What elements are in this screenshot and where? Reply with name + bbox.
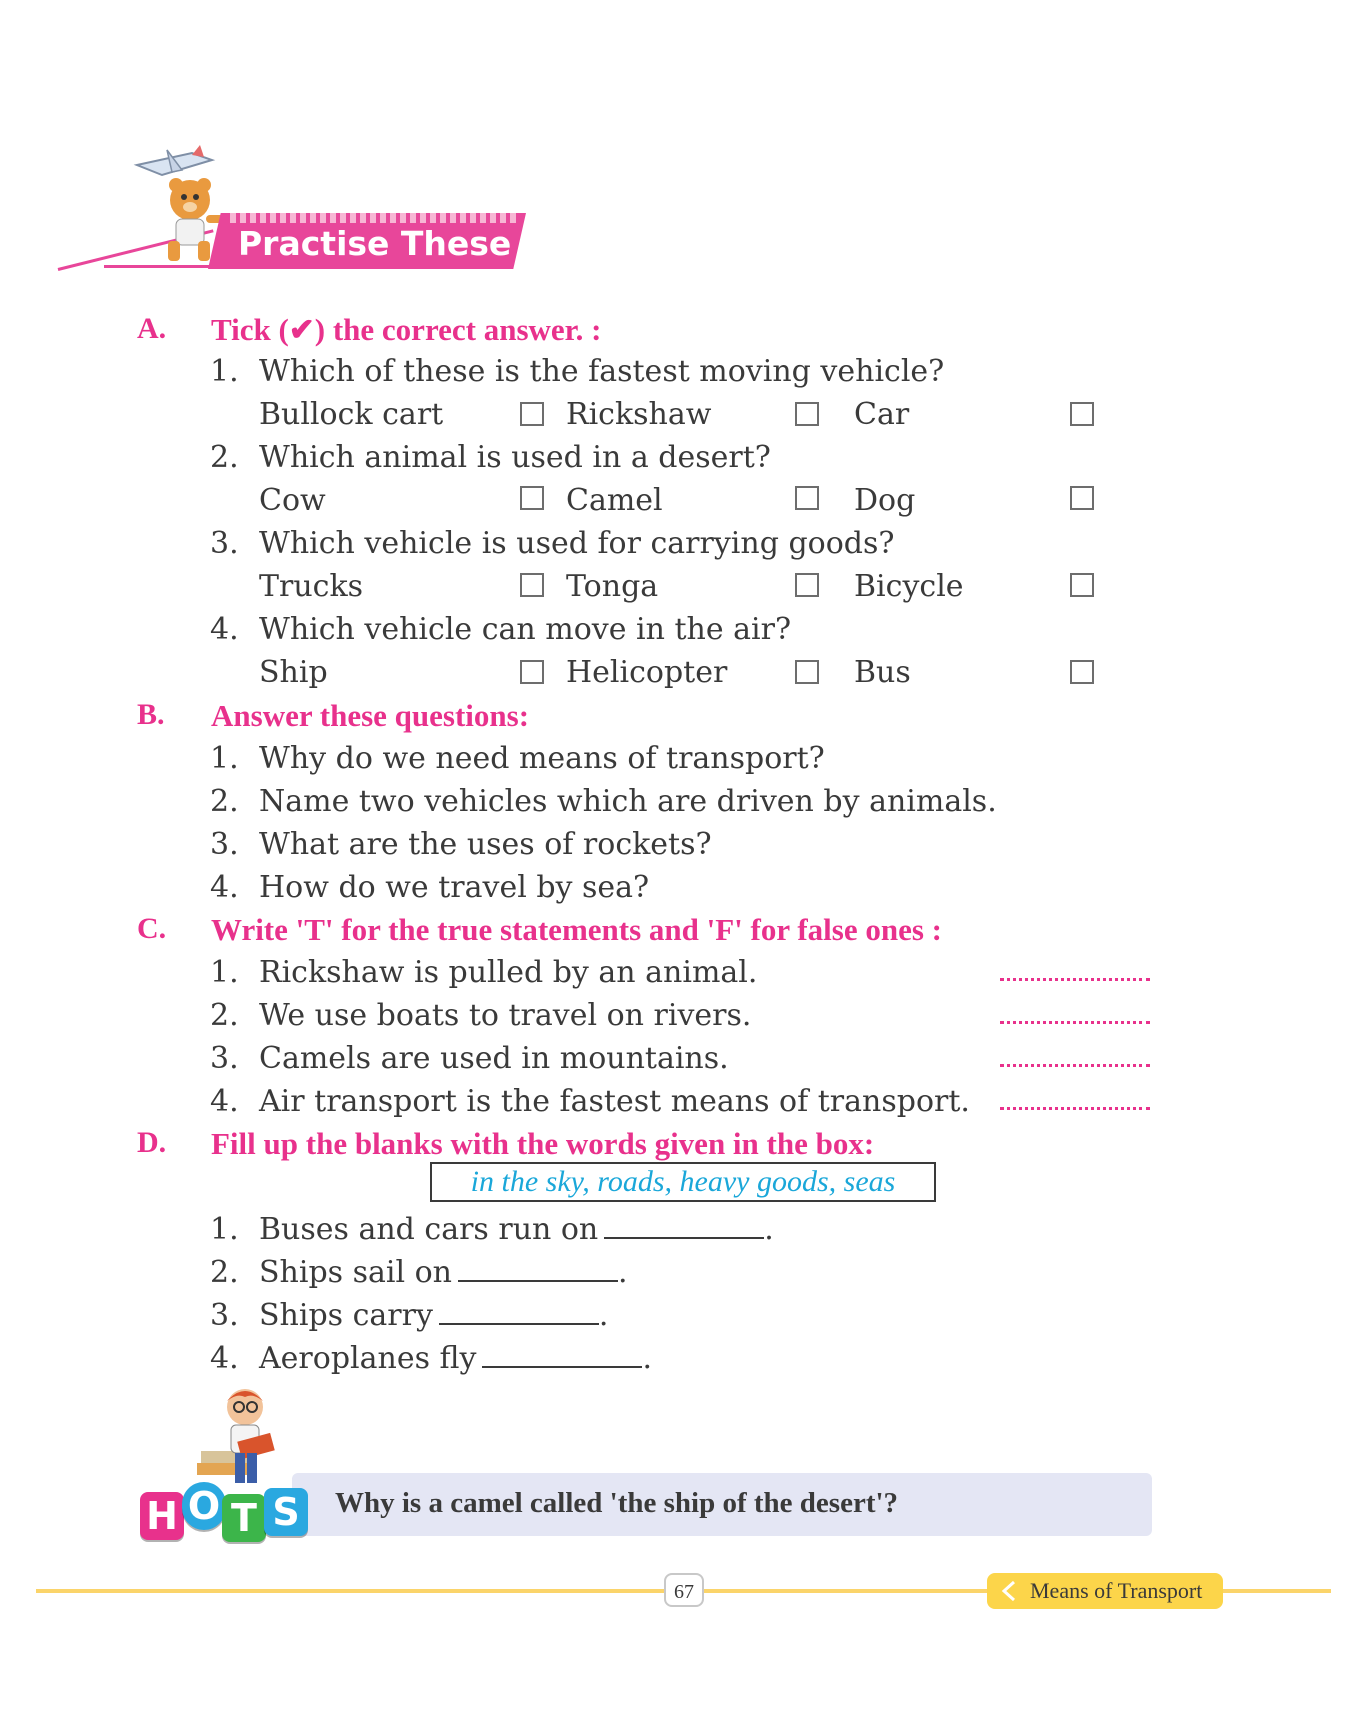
option-label: Ship [259, 655, 328, 690]
option-label: Bullock cart [259, 397, 444, 432]
question-number: 1. [210, 354, 239, 389]
hots-letter-s: S [264, 1488, 308, 1536]
question-number: 3. [210, 827, 239, 862]
question-number: 2. [210, 440, 239, 475]
item-period: . [764, 1212, 774, 1247]
chevron-left-icon [1000, 1580, 1018, 1602]
item-period: . [642, 1341, 653, 1376]
question-number: 4. [210, 612, 239, 647]
answer-blank-dotted[interactable] [1000, 1107, 1150, 1110]
boy-reading-icon [195, 1385, 285, 1495]
answer-checkbox[interactable] [1070, 660, 1094, 684]
chapter-title: Means of Transport [1030, 1578, 1203, 1603]
option-label: Bicycle [854, 569, 964, 604]
question-text: What are the uses of rockets? [259, 827, 712, 862]
question-text: Why do we need means of transport? [259, 741, 825, 776]
fill-item [259, 1298, 608, 1333]
statement-number: 2. [210, 998, 239, 1033]
hots-letter-o: O [182, 1482, 226, 1530]
answer-checkbox[interactable] [1070, 402, 1094, 426]
question-text: Which animal is used in a desert? [259, 440, 771, 475]
answer-blank-dotted[interactable] [1000, 1064, 1150, 1067]
question-text: Which vehicle can move in the air? [259, 612, 792, 647]
item-text: Ships carry [259, 1298, 433, 1333]
option-label: Trucks [259, 569, 364, 604]
option-label: Helicopter [566, 655, 728, 690]
answer-checkbox[interactable] [520, 486, 544, 510]
fill-blank[interactable] [604, 1236, 764, 1239]
fill-blank[interactable] [458, 1279, 618, 1282]
answer-checkbox[interactable] [795, 573, 819, 597]
statement-text: Rickshaw is pulled by an animal. [259, 955, 758, 990]
answer-blank-dotted[interactable] [1000, 1021, 1150, 1024]
question-number: 2. [210, 784, 239, 819]
section-b-title: Answer these questions: [211, 698, 530, 733]
section-d-letter: D. [137, 1126, 167, 1159]
section-d-title: Fill up the blanks with the words given in the box: [211, 1126, 875, 1161]
item-period: . [618, 1255, 628, 1290]
fill-blank[interactable] [482, 1365, 642, 1368]
option-label: Tonga [566, 569, 659, 604]
question-text: Which vehicle is used for carrying goods? [259, 526, 895, 561]
section-b-letter: B. [137, 698, 165, 731]
answer-checkbox[interactable] [795, 486, 819, 510]
statement-number: 1. [210, 955, 239, 990]
question-text: Name two vehicles which are driven by animals. [259, 784, 997, 819]
fill-item [259, 1212, 774, 1247]
item-number: 2. [210, 1255, 239, 1290]
item-period: . [598, 1298, 609, 1333]
item-number: 4. [210, 1341, 239, 1376]
word-box: in the sky, roads, heavy goods, seas [430, 1162, 936, 1202]
statement-text: Camels are used in mountains. [259, 1041, 729, 1076]
statement-text: Air transport is the fastest means of transport. [259, 1084, 970, 1119]
answer-checkbox[interactable] [1070, 486, 1094, 510]
option-label: Dog [854, 483, 916, 518]
hots-letter-h: H [140, 1492, 184, 1540]
option-label: Car [854, 397, 910, 432]
option-label: Cow [259, 483, 326, 518]
section-c-title: Write 'T' for the true statements and 'F' for false ones : [211, 912, 942, 947]
answer-blank-dotted[interactable] [1000, 978, 1150, 981]
answer-checkbox[interactable] [520, 573, 544, 597]
page-number: 67 [664, 1573, 704, 1607]
header-accent-line-2 [104, 265, 224, 268]
question-number: 1. [210, 741, 239, 776]
question-number: 4. [210, 870, 239, 905]
item-text: Aeroplanes fly [259, 1341, 477, 1376]
option-label: Camel [566, 483, 663, 518]
fill-blank[interactable] [439, 1322, 599, 1325]
section-a-letter: A. [137, 312, 167, 345]
answer-checkbox[interactable] [520, 660, 544, 684]
question-number: 3. [210, 526, 239, 561]
section-a-title: Tick (✔) the correct answer. : [211, 312, 602, 347]
answer-checkbox[interactable] [795, 660, 819, 684]
fill-item [259, 1255, 628, 1290]
statement-number: 4. [210, 1084, 239, 1119]
hots-question: Why is a camel called 'the ship of the desert'? [335, 1487, 899, 1519]
hots-letter-t: T [222, 1494, 266, 1542]
question-text: Which of these is the fastest moving vehicle? [259, 354, 945, 389]
fill-item [259, 1341, 652, 1376]
item-text: Buses and cars run on [259, 1212, 599, 1247]
item-number: 3. [210, 1298, 239, 1333]
banner-lace [230, 213, 520, 223]
question-text: How do we travel by sea? [259, 870, 650, 905]
banner-title: Practise These [238, 224, 512, 263]
answer-checkbox[interactable] [1070, 573, 1094, 597]
answer-checkbox[interactable] [520, 402, 544, 426]
statement-number: 3. [210, 1041, 239, 1076]
statement-text: We use boats to travel on rivers. [259, 998, 752, 1033]
option-label: Bus [854, 655, 911, 690]
item-text: Ships sail on [259, 1255, 452, 1290]
option-label: Rickshaw [566, 397, 712, 432]
item-number: 1. [210, 1212, 239, 1247]
answer-checkbox[interactable] [795, 402, 819, 426]
section-c-letter: C. [137, 912, 167, 945]
